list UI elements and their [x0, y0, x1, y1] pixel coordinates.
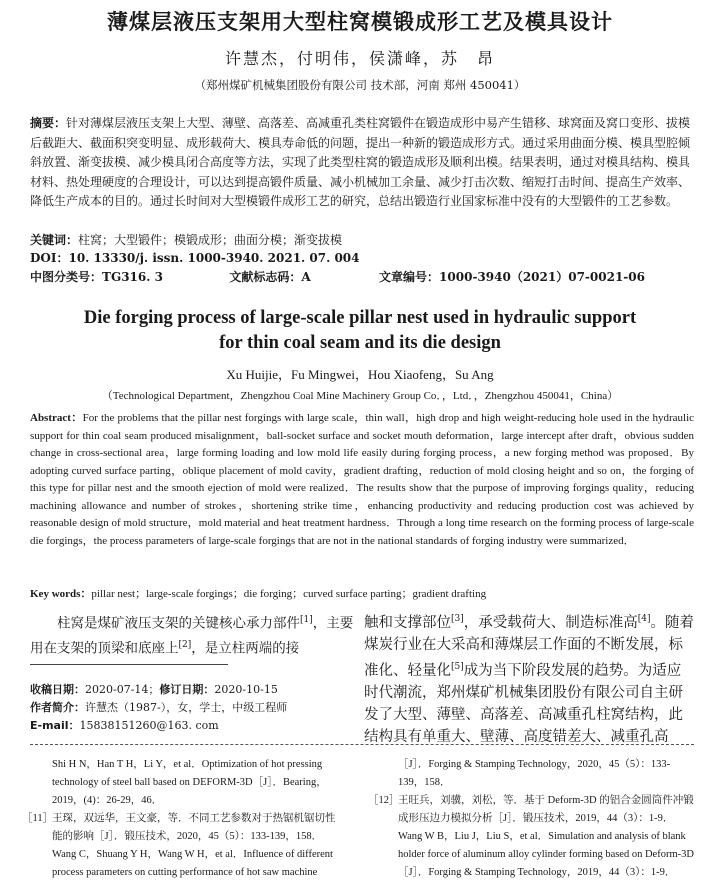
received-date: 2020-07-14； [85, 683, 160, 696]
ref-12-number: ［12］ [368, 795, 400, 806]
en-title-line2: for thin coal seam and its die design [219, 333, 501, 353]
email-label: E-mail： [30, 719, 80, 732]
citation[interactable]: [5] [451, 661, 464, 672]
cn-affiliation: （郑州煤矿机械集团股份有限公司 技术部，河南 郑州 450041） [194, 78, 526, 92]
cn-keywords [30, 231, 342, 248]
ref-line: 成形压边力模拟分析［J］．锻压技术，2019，44（3）：1-9． [398, 813, 674, 824]
ref-line: process parameters on cutting performance of hot saw machine [52, 867, 318, 878]
cn-authors: 许慧杰，付明伟，侯潇峰，苏 昂 [224, 49, 495, 68]
body-text: 触和支撑部位 [364, 614, 451, 631]
ref-11-number: ［11］ [22, 813, 54, 824]
doc-code-value: A [301, 270, 311, 284]
ref-line: Wang C，Shuang Y H，Wang W H，et al．Influence of different [52, 849, 333, 860]
clc-label: 中图分类号： [30, 270, 103, 284]
citation[interactable]: [2] [178, 639, 192, 650]
citation[interactable]: [4] [637, 614, 651, 624]
ref-line: 能的影响［J］．锻压技术，2020，45（5）：133-139，158． [52, 831, 323, 842]
en-authors: Xu Huijie，Fu Mingwei，Hou Xiaofeng，Su Ang [226, 367, 494, 382]
en-abstract-label: Abstract： [30, 412, 83, 424]
ref-line: 王旺兵，刘骥，刘松，等．基于 Deform-3D 的铝合金圆筒件冲锻 [398, 795, 694, 806]
en-title [0, 306, 720, 356]
ref-line: holder force of aluminum alloy cylinder forming based on Deform-3D [398, 849, 694, 860]
body-right-column [364, 608, 694, 748]
author-label: 作者简介： [30, 701, 85, 714]
article-no-value: 1000-3940（2021）07-0021-06 [439, 270, 645, 284]
cn-title: 薄煤层液压支架用大型柱窝模锻成形工艺及模具设计 [107, 10, 613, 34]
body-text: 成为当下阶段发展的趋势。为适应时代潮流，郑州煤矿机械集团股份有限公司自主研发了大型、薄壁、高落差、高减重孔柱窝结构，此结构具有单重大、壁薄、高度错差大、减重孔高 [364, 662, 683, 745]
en-title-line1: Die forging process of large-scale pillar nest used in hydraulic support [83, 308, 637, 328]
ref-line: 139，158． [398, 777, 451, 788]
ref-line: 王琛，双远华，王文豪，等．不同工艺参数对于热锯机锯切性 [52, 813, 336, 824]
doc-code-label: 文献标志码： [229, 270, 302, 284]
en-affiliation: （Technological Department，Zhengzhou Coal Mine Machinery Group Co．，Ltd．，Zhengzhou 450041，China） [101, 390, 619, 402]
ref-line: ［J］．Forging & Stamping Technology，2019，44（3）：1-9． [398, 867, 676, 878]
received-label: 收稿日期： [30, 683, 85, 696]
body-text: 。随着煤炭行业在大采高和薄煤层工作面的不断发展，标准化、轻量化 [364, 614, 694, 679]
ref-right-continued [398, 756, 670, 792]
ref-12 [398, 792, 694, 882]
footnote-rule [30, 664, 228, 665]
clc-value: TG316. 3 [102, 270, 163, 284]
page-break-divider [30, 744, 694, 745]
en-abstract [30, 410, 694, 550]
cn-abstract [30, 114, 692, 212]
email-value[interactable]: 15838151260@163. com [79, 719, 219, 732]
ref-line: Shi H N，Han T H，Li Y，et al．Optimization of hot pressing [52, 759, 323, 770]
ref-line: technology of steel ball based on DEFORM-3D［J］．Bearing， [52, 777, 327, 788]
en-keywords-text: pillar nest；large-scale forgings；die forging；curved surface parting；gradient drafting [91, 588, 487, 600]
cn-keywords-label: 关键词： [30, 233, 79, 247]
citation[interactable]: [1] [300, 615, 313, 625]
cn-abstract-text: 针对薄煤层液压支架上大型、薄壁、高落差、高减重孔类柱窝锻件在锻造成形中易产生错移、球窝面及窝口变形、拔模后截距大、截面积突变明显、成形载荷大、模具寿命低的问题，提出一种新的锻造成形方式。通过采用曲面分模、模具型腔倾斜放置、渐变拔模、减少模具闭合高度等方法，实现了此类型柱窝的锻造成形及顺利出模。结果表明，通过对模具结构、模具材料、热处理硬度的合理设计，可以达到提高锻件质量、减小机械加工余量、减少打击次数、缩短打击时间、提高生产效率、降低生产成本的目的。通过长时间对大型模锻件成形工艺的研究，总结出锻造行业国家标准中没有的大型锻件的工艺参数。 [30, 116, 691, 208]
ref-line: Wang W B，Liu J，Liu S，et al．Simulation and analysis of blank [398, 831, 686, 842]
footnote-email [30, 717, 219, 733]
cn-keywords-text: 柱窝；大型锻件；模锻成形；曲面分模；渐变拔模 [78, 233, 343, 247]
body-left-column [30, 610, 360, 659]
ref-line: ［J］．Forging & Stamping Technology，2020，45（5）：133- [398, 759, 671, 770]
body-text: ，承受载荷大、制造标准高 [463, 614, 638, 631]
ref-11 [52, 810, 336, 882]
en-keywords-label: Key words： [30, 588, 92, 600]
body-text: 柱窝是煤矿液压支架的关键核心承力部件 [57, 615, 300, 632]
ref-line: 2019，(4)：26-29，46． [52, 795, 163, 806]
citation[interactable]: [3] [451, 614, 464, 624]
body-text: ，是立柱两端的接 [191, 640, 300, 656]
en-keywords [30, 585, 486, 601]
cn-classification [30, 268, 692, 285]
footnote-author [30, 699, 287, 715]
footnote-dates [30, 681, 278, 697]
cn-abstract-label: 摘要： [30, 116, 67, 130]
article-no-label: 文章编号： [379, 270, 440, 284]
en-abstract-text: For the problems that the pillar nest forgings with large scale，thin wall，high drop and high weight-reducing hole used in the hydraulic support for thin coal seam produced misalignment，ball-socket surface and socket mouth deformation，large intercept after draft，obvious sudden change in cross-sectional area，large forming loading and low mold life easily during forging process，a new forging method was proposed．By adopting curved surface parting，oblique placement of mold cavity，gradient drafting，reduction of mold closing height and so on，the forging of this type for pillar nest and the smooth ejection of mold were realized．The results show that the purpose of improving forgings quality，reducing machining allowance and number of strokes，shortening strike time，enhancing productivity and reducing production cost was achieved by reasonable design of mold structure，mold material and heat treatment hardness．Through a long time research on the forming process of large-scale die forgings，the process parameters of large-scale forgings that are not in the national standards of forging industry were summarized． [30, 412, 695, 547]
author-bio: 许慧杰（1987-），女，学士，中级工程师 [85, 701, 288, 714]
revised-label: 修订日期： [159, 683, 215, 696]
body-text: ，主要用在支架的顶梁和底座上 [30, 615, 354, 656]
revised-date: 2020-10-15 [214, 683, 278, 696]
cn-doi: DOI：10. 13330/j. issn. 1000-3940. 2021. 07. 004 [30, 251, 360, 265]
ref-left-continued [52, 756, 327, 810]
